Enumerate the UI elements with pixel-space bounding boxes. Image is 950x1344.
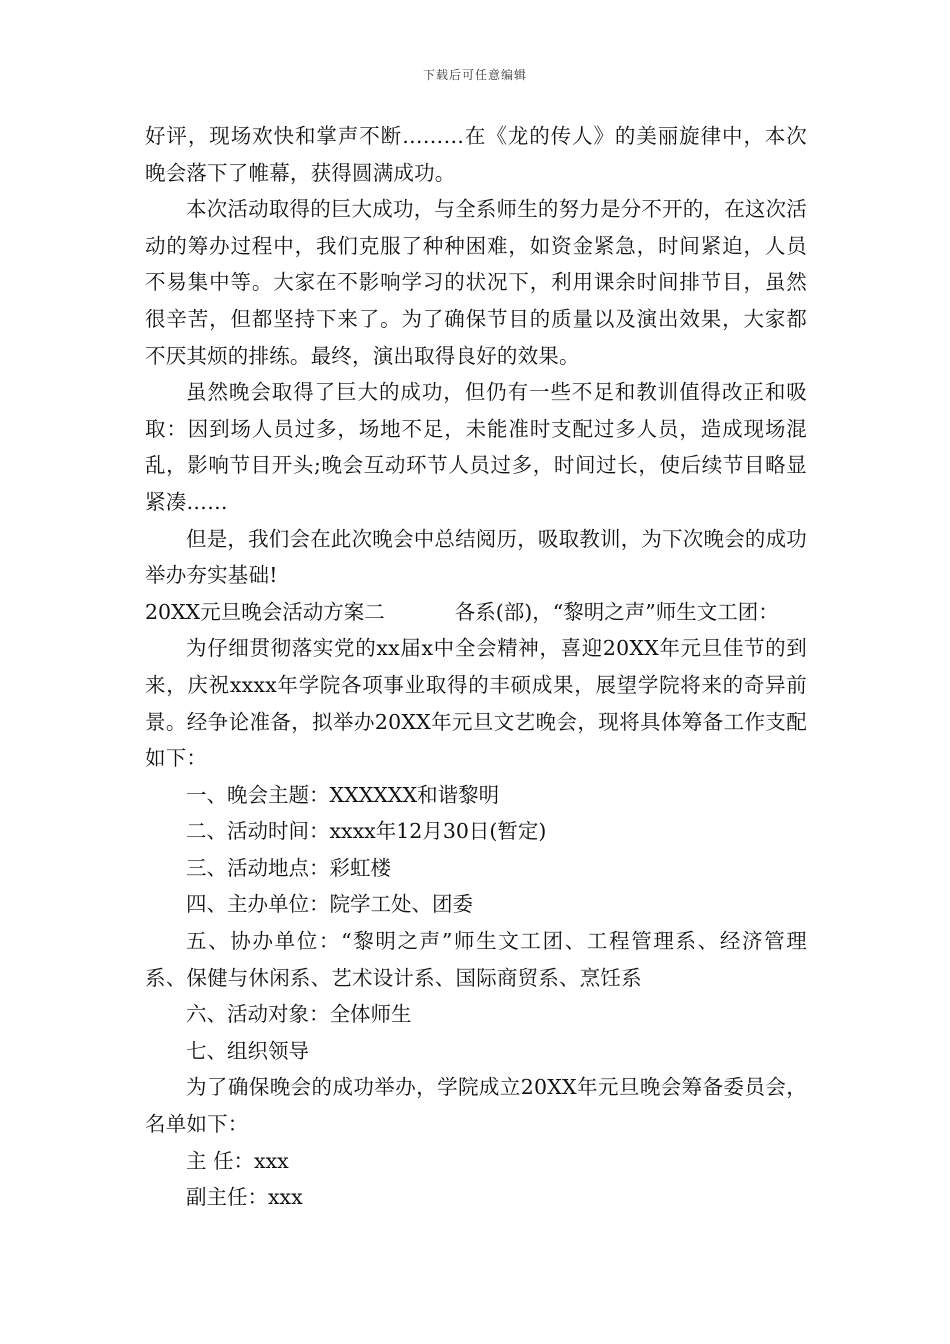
document-body xyxy=(145,118,807,1216)
plan-item-time: 二、活动时间：xxxx年12月30日(暂定) xyxy=(186,819,547,844)
paragraph-closing-summary: 好评，现场欢快和掌声不断………在《龙的传人》的美丽旋律中，本次晚会落下了帷幕，获得圆满成功。 xyxy=(145,124,807,185)
paragraph-shortcomings: 虽然晚会取得了巨大的成功，但仍有一些不足和教训值得改正和吸取：因到场人员过多，场地不足，未能准时支配过多人员，造成现场混乱，影响节目开头;晚会互动环节人员过多，时间过长，使后续节目略显紧凑…… xyxy=(145,380,807,514)
plan-item-location: 三、活动地点：彩虹楼 xyxy=(186,855,391,880)
plan-item-audience: 六、活动对象：全体师生 xyxy=(186,1002,412,1027)
plan-item-organizer: 四、主办单位：院学工处、团委 xyxy=(186,892,473,917)
paragraph-committee: 为了确保晚会的成功举办，学院成立20XX年元旦晚会筹备委员会，名单如下： xyxy=(145,1075,807,1137)
paragraph-plan-intro: 为仔细贯彻落实党的xx届x中全会精神，喜迎20XX年元旦佳节的到来，庆祝xxxx年学院各项事业取得的丰硕成果，展望学院将来的奇异前景。经争论准备，拟举办20XX年元旦文艺晚会，现将具体筹备工作支配如下： xyxy=(145,636,807,771)
plan-addressee: 各系(部)，“黎明之声”师生文工团： xyxy=(454,599,779,624)
paragraph-success-reasons: 本次活动取得的巨大成功，与全系师生的努力是分不开的，在这次活动的筹办过程中，我们克服了种种困难，如资金紧急，时间紧迫，人员不易集中等。大家在不影响学习的状况下，利用课余时间排节目，虽然很辛苦，但都坚持下来了。为了确保节目的质量以及演出效果，大家都不厌其烦的排练。最终，演出取得良好的效果。 xyxy=(145,197,807,368)
committee-director: 主 任：xxx xyxy=(186,1148,289,1173)
plan-item-theme: 一、晚会主题：XXXXXX和谐黎明 xyxy=(186,782,500,807)
header-note: 下载后可任意编辑 xyxy=(422,68,527,82)
plan-item-co-organizer: 五、协办单位：“黎明之声”师生文工团、工程管理系、经济管理系、保健与休闲系、艺术设计系、国际商贸系、烹饪系 xyxy=(145,929,807,990)
plan-title: 20XX元旦晚会活动方案二 xyxy=(145,599,385,624)
paragraph-lessons: 但是，我们会在此次晚会中总结阅历，吸取教训，为下次晚会的成功举办夯实基础! xyxy=(145,526,807,588)
committee-vice-director: 副主任：xxx xyxy=(186,1185,303,1210)
plan-item-leadership: 七、组织领导 xyxy=(186,1038,309,1063)
plan-heading xyxy=(145,594,807,631)
